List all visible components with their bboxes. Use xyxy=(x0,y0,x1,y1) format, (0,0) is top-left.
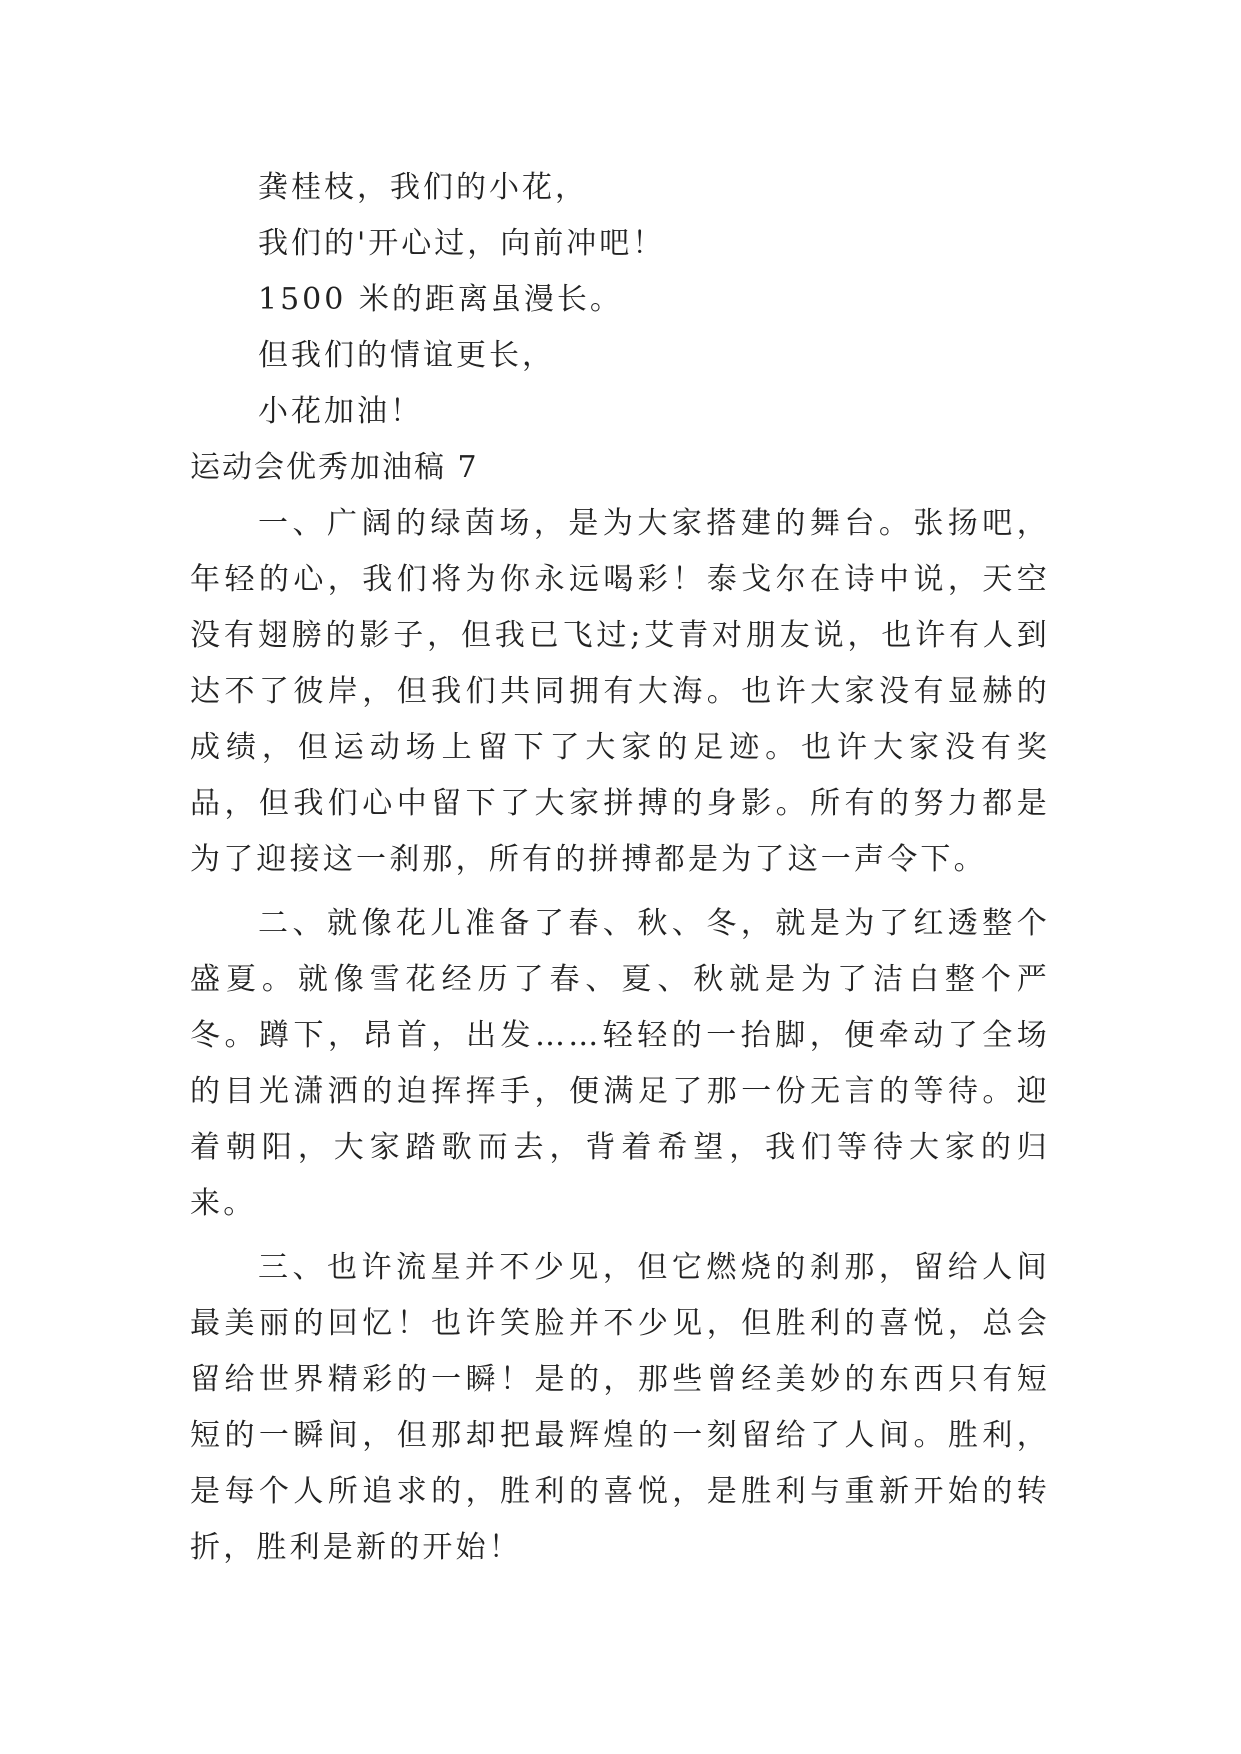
poem-line: 1500 米的距离虽漫长。 xyxy=(258,282,623,317)
paragraph-2: 二、就像花儿准备了春、秋、冬，就是为了红透整个盛夏。就像雪花经历了春、夏、秋就是为了洁白整个严冬。蹲下，昂首，出发……轻轻的一抬脚，便牵动了全场的目光潇洒的迫挥挥手，便满足了那一份无言的等待。迎着朝阳，大家踏歌而去，背着希望，我们等待大家的归来。 xyxy=(190,906,1050,1221)
section-heading: 运动会优秀加油稿 7 xyxy=(190,450,479,485)
poem-line: 我们的'开心过，向前冲吧！ xyxy=(258,226,666,261)
document-body xyxy=(190,160,1050,1584)
poem-line: 龚桂枝，我们的小花， xyxy=(258,170,588,205)
paragraph-3: 三、也许流星并不少见，但它燃烧的刹那，留给人间最美丽的回忆！也许笑脸并不少见，但胜利的喜悦，总会留给世界精彩的一瞬！是的，那些曾经美妙的东西只有短短的一瞬间，但那却把最辉煌的一刻留给了人间。胜利，是每个人所追求的，胜利的喜悦，是胜利与重新开始的转折，胜利是新的开始！ xyxy=(190,1250,1050,1565)
poem-line: 但我们的情谊更长， xyxy=(258,338,555,373)
poem-line: 小花加油！ xyxy=(258,394,423,429)
paragraph-1: 一、广阔的绿茵场，是为大家搭建的舞台。张扬吧，年轻的心，我们将为你永远喝彩！泰戈尔在诗中说，天空没有翅膀的影子，但我已飞过;艾青对朋友说，也许有人到达不了彼岸，但我们共同拥有大海。也许大家没有显赫的成绩，但运动场上留下了大家的足迹。也许大家没有奖品，但我们心中留下了大家拼搏的身影。所有的努力都是为了迎接这一刹那，所有的拼搏都是为了这一声令下。 xyxy=(190,506,1050,877)
